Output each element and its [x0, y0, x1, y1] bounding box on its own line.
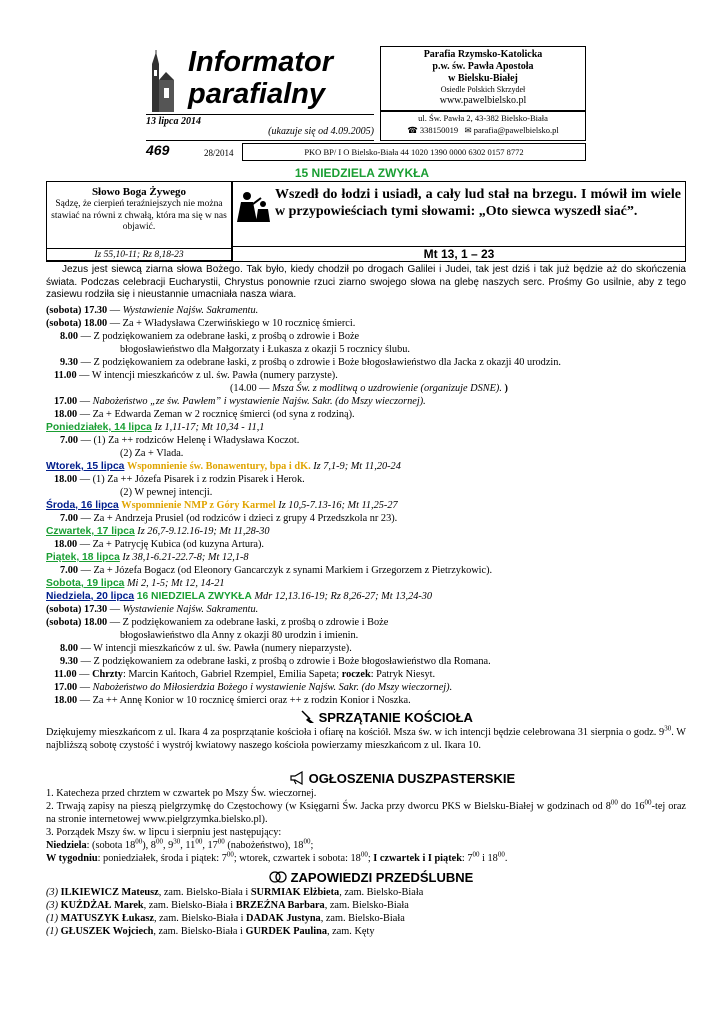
issue-date: 13 lipca 2014: [146, 116, 201, 127]
mass-row: (sobota) 18.00 — Za + Władysława Czerwińskiego w 10 rocznicę śmierci.: [46, 318, 356, 329]
word-refs: Iz 55,10-11; Rz 8,18-23: [46, 248, 232, 262]
announcement-3: 3. Porządek Mszy św. w lipcu i sierpniu jest następujący:: [46, 827, 282, 838]
mass-row: 17.00 — Nabożeństwo „ze św. Pawłem” i wystawienie Najśw. Sakr. (do Mszy wieczornej).: [54, 396, 426, 407]
parish-city: w Bielsku-Białej: [448, 73, 518, 84]
sunday-title: 15 NIEDZIELA ZWYKŁA: [294, 166, 430, 180]
issue-rule: [146, 140, 374, 141]
phone-number: 338150019: [419, 125, 459, 135]
contact-line: [381, 124, 585, 136]
banns-item: (1) GŁUSZEK Wojciech, zam. Bielsko-Biała i GURDEK Paulina, zam. Kęty: [46, 926, 375, 937]
issue-number: 469: [146, 142, 170, 158]
weekday-schedule: W tygodniu: poniedziałek, środa i piątek: $7^{00}$; wtorek, czwartek i sobota: $18^{00}$; I czwartek i I piątek: $7^{00}$ i $18^{00}$.: [46, 850, 508, 864]
announcements-title: OGŁOSZENIA DUSZPASTERSKIE: [308, 771, 516, 786]
mass-row: 18.00 — Za + Edwarda Zeman w 2 rocznicę śmierci (od syna z rodziną).: [54, 409, 355, 420]
parish-box: [380, 46, 586, 111]
mass-row: 11.00 — Chrzty: Marcin Kańtoch, Gabriel Rzempiel, Emilia Sapeta; roczek: Patryk Niesyt.: [54, 669, 436, 680]
day-heading: Wtorek, 15 lipca Wspomnienie św. Bonawentury, bpa i dK. Iz 7,1-9; Mt 11,20-24: [46, 461, 401, 472]
day-heading: Piątek, 18 lipca Iz 38,1-6.21-22.7-8; Mt 12,1-8: [46, 552, 249, 563]
publication-since: (ukazuje się od 4.09.2005): [268, 126, 374, 137]
contact-box: [380, 111, 586, 141]
announcements-heading: [290, 771, 515, 787]
parish-estate: Osiedle Polskich Skrzydeł: [440, 85, 526, 94]
mass-row: 9.30 — Z podziękowaniem za odebrane łaski, z prośbą o zdrowie i Boże błogosławieństwo dla Jacka z okazji 40 urodzin.: [60, 357, 561, 368]
megaphone-icon: [290, 771, 306, 785]
mass-row: (sobota) 17.30 — Wystawienie Najśw. Sakramentu.: [46, 604, 259, 615]
parish-address: ul. Św. Pawła 2, 43-382 Bielsko-Biała: [418, 113, 548, 123]
gospel-reference: Mt 13, 1 – 23: [232, 246, 686, 262]
parish-name: Parafia Rzymsko-Katolicka: [423, 49, 543, 60]
mass-row: 8.00 — W intencji mieszkańców z ul. św. Pawła (numery nieparzyste).: [60, 643, 352, 654]
mass-row: 18.00 — Za + Patrycję Kubica (od kuzyna Artura).: [54, 539, 264, 550]
day-heading: Niedziela, 20 lipca 16 NIEDZIELA ZWYKŁA Mdr 12,13.16-19; Rz 8,26-27; Mt 13,24-30: [46, 591, 433, 602]
banns-item: (3) ILKIEWICZ Mateusz, zam. Bielsko-Biała i SURMIAK Elżbieta, zam. Bielsko-Biała: [46, 887, 424, 898]
announcement-1: 1. Katecheza przed chrztem w czwartek po Mszy Św. wieczornej.: [46, 788, 317, 799]
mass-row-cont: (2) W pewnej intencji.: [120, 487, 213, 498]
cleaning-title: SPRZĄTANIE KOŚCIOŁA: [318, 710, 473, 725]
mass-row-cont: (2) Za + Vlada.: [120, 448, 184, 459]
mass-row: 7.00 — Za + Andrzeja Prusiel (od rodziców i dzieci z grupy 4 Przedszkola nr 23).: [60, 513, 398, 524]
word-heading: Słowo Boga Żywego: [91, 186, 187, 198]
healing-mass-row: (14.00 — Msza Św. z modlitwą o uzdrowienie (organizuje DSNE). ): [230, 383, 508, 394]
banns-item: (1) MATUSZYK Łukasz, zam. Bielsko-Biała i DADAK Justyna, zam. Bielsko-Biała: [46, 913, 405, 924]
word-quote: Sądzę, że cierpień teraźniejszych nie można stawiać na równi z chwałą, która ma się w nas objawić.: [51, 199, 227, 232]
banns-heading: [268, 870, 473, 886]
gospel-verse: Wszedł do łodzi i usiadł, a cały lud stał na brzegu. I mówił im wiele w przypowieściach tymi słowami: „Oto siewca wyszedł siać”.: [275, 187, 681, 219]
mass-row: (sobota) 17.30 — Wystawienie Najśw. Sakramentu.: [46, 305, 259, 316]
wedding-rings-icon: [268, 870, 288, 884]
day-heading: Poniedziałek, 14 lipca Iz 1,11-17; Mt 10,34 - 11,1: [46, 422, 265, 433]
bank-account: PKO BP/ I O Bielsko-Biała 44 1020 1390 0000 6302 0157 8772: [304, 147, 524, 157]
mass-row: 18.00 — Za ++ Annę Konior w 10 rocznicę śmierci oraz ++ z rodzin Konior i Noszka.: [54, 695, 411, 706]
mass-row: 7.00 — Za + Józefa Bogacz (od Eleonory Gancarczyk z synami Markiem i Grzegorzem z Pietrzykowic).: [60, 565, 493, 576]
cleaning-heading: [300, 710, 473, 726]
intro-text: Jezus jest siewcą ziarna słowa Bożego. Tak było, kiedy chodził po drogach Galilei i Judei, tak jest dziś i tak już będzie aż do skończenia świata. Podczas celebracji Eucharystii, Chrystus ponownie rzuci ziarno swojego słowa na glebę naszych serc. Prośmy Go usilnie, aby z tego zasiewu rodziła się i nieustannie umacniała nasza wiara.: [46, 264, 686, 300]
broom-icon: [300, 710, 316, 724]
sunday-schedule: Niedziela: (sobota $18^{00}$), $8^{00}$, $9^{30}$, $11^{00}$, $17^{00}$ (nabożeństwo), $18^{00}$;: [46, 837, 314, 851]
church-logo: [146, 50, 178, 116]
mass-row: 8.00 — Z podziękowaniem za odebrane łaski, z prośbą o zdrowie i Boże: [60, 331, 360, 342]
mass-row: 11.00 — W intencji mieszkańców z ul. św. Pawła (numery parzyste).: [54, 370, 338, 381]
cleaning-text: Dziękujemy mieszkańcom z ul. Ikara 4 za posprzątanie kościoła i ofiarę na kościół. Msza św. w ich intencji będzie celebrowana 31 sierpnia o godz. $9^{30}$. W najbliższą sobotę czystość i wystrój kwiatowy naszego kościoła powierzamy mieszkańcom z ul. Ikara 10.: [46, 724, 687, 751]
mass-row: 7.00 — (1) Za ++ rodziców Helenę i Władysława Koczot.: [60, 435, 300, 446]
announcement-2: 2. Trwają zapisy na pieszą pielgrzymkę do Częstochowy (w Księgarni Św. Jacka przy dworcu PKS w Bielsku-Białej w godzinach od $8^{00}$ do $16^{00}$-tej oraz na stronie internetowej www.pielgrzymka.bielsko.pl).: [46, 798, 686, 825]
title-informator: Informator: [188, 46, 333, 78]
email-link[interactable]: parafia@pawelbielsko.pl: [473, 125, 559, 135]
mass-row: 18.00 — (1) Za ++ Józefa Pisarek i z rodzin Pisarek i Herok.: [54, 474, 305, 485]
mass-row: 9.30 — Z podziękowaniem za odebrane łaski, z prośbą o zdrowie i Boże błogosławieństwo dla Romana.: [60, 656, 491, 667]
jesus-preaching-icon: [237, 190, 271, 224]
mass-row-cont: błogosławieństwo dla Małgorzaty i Łukasza z okazji 5 rocznicy ślubu.: [120, 344, 410, 355]
phone-icon: ☎: [407, 125, 418, 135]
website-link[interactable]: www.pawelbielsko.pl: [439, 95, 527, 106]
title-parafialny: parafialny: [188, 78, 325, 110]
mass-row: 17.00 — Nabożeństwo do Miłosierdzia Bożego i wystawienie Najśw. Sakr. (do Mszy wieczornej).: [54, 682, 453, 693]
day-heading: Środa, 16 lipca Wspomnienie NMP z Góry Karmel Iz 10,5-7.13-16; Mt 11,25-27: [46, 500, 398, 511]
mass-row: (sobota) 18.00 — Z podziękowaniem za odebrane łaski, z prośbą o zdrowie i Boże: [46, 617, 389, 628]
banns-item: (3) KUŹDŻAŁ Marek, zam. Bielsko-Biała i BRZEŹNA Barbara, zam. Bielsko-Biała: [46, 900, 409, 911]
parish-patron: p.w. św. Pawła Apostoła: [432, 61, 534, 72]
title-rule: [146, 114, 374, 115]
day-heading: Czwartek, 17 lipca Iz 26,7-9.12.16-19; Mt 11,28-30: [46, 526, 270, 537]
issue-week: 28/2014: [204, 148, 234, 158]
day-heading: Sobota, 19 lipca Mi 2, 1-5; Mt 12, 14-21: [46, 578, 225, 589]
bank-box: [242, 143, 586, 161]
mass-row-cont: błogosławieństwo dla Anny z okazji 80 urodzin i imienin.: [120, 630, 359, 641]
mail-icon: ✉: [464, 125, 472, 135]
banns-title: ZAPOWIEDZI PRZEDŚLUBNE: [290, 870, 474, 885]
